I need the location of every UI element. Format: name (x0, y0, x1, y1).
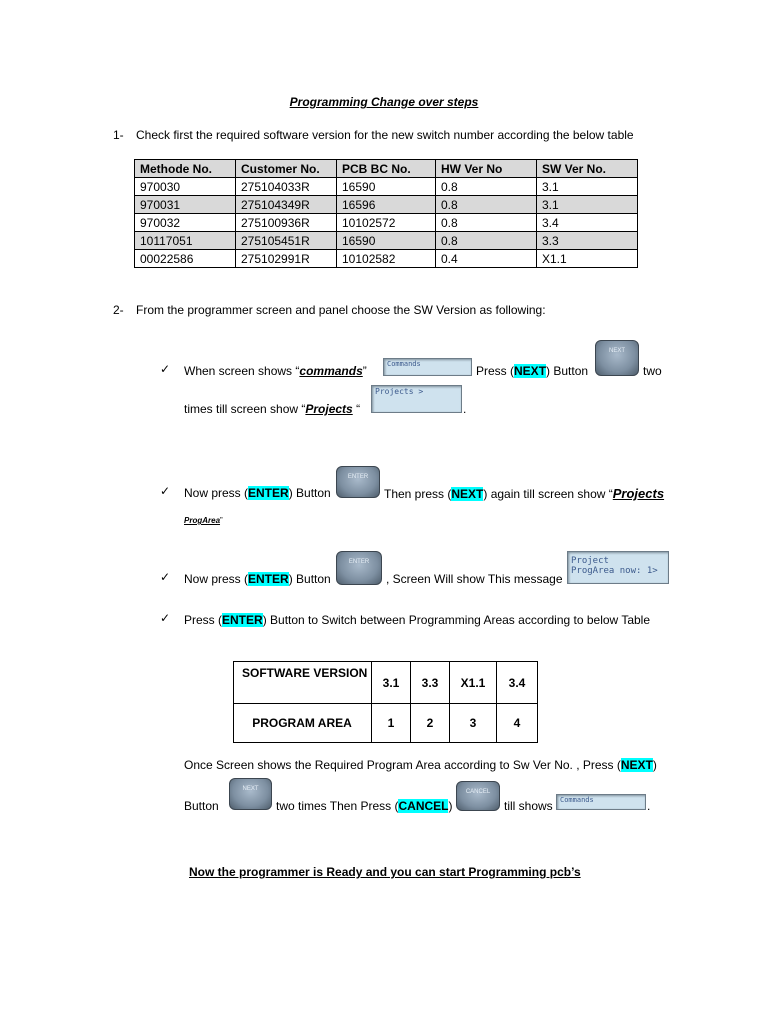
bullet-2-then-next (384, 486, 664, 501)
table-cell: 10117051 (135, 232, 236, 250)
table-cell: 275102991R (236, 250, 337, 268)
table-cell: X1.1 (450, 662, 497, 704)
table-cell: 0.8 (436, 196, 537, 214)
text: Button (184, 799, 219, 813)
row-label: SOFTWARE VERSION (234, 662, 372, 704)
text: ) again till screen show “ (483, 487, 613, 501)
table-cell: 16590 (337, 232, 436, 250)
step-1-number: 1- (113, 128, 124, 142)
table-row (135, 214, 638, 232)
next-key-label: NEXT (451, 487, 484, 501)
program-area-table (233, 661, 538, 743)
table-cell: 0.4 (436, 250, 537, 268)
table-cell: 10102582 (337, 250, 436, 268)
text: ) Button (288, 486, 331, 500)
text: Press ( (184, 613, 223, 627)
lcd-projects-image (371, 385, 462, 413)
table-cell: 00022586 (135, 250, 236, 268)
col-header: HW Ver No (436, 160, 537, 178)
table-cell: 2 (411, 704, 450, 743)
table-row (135, 232, 638, 250)
bullet-4-line (184, 613, 650, 627)
table-cell: 0.8 (436, 232, 537, 250)
table-cell: 16590 (337, 178, 436, 196)
next-key-label: NEXT (514, 364, 547, 378)
projects-label: Projects (612, 486, 665, 501)
table-row (135, 196, 638, 214)
text: ) (448, 799, 453, 813)
table-cell: 3.1 (372, 662, 411, 704)
text: Then press ( (384, 487, 452, 501)
enter-key-label: ENTER (248, 572, 289, 586)
next-button-image (229, 778, 272, 810)
table-cell: 3.3 (411, 662, 450, 704)
table-row (234, 704, 538, 743)
once-line-1 (184, 758, 657, 772)
text: Now press ( (184, 486, 249, 500)
once-line-2 (276, 799, 452, 813)
enter-button-image (336, 466, 380, 498)
text: till shows (504, 799, 553, 813)
check-mark-icon: ✓ (160, 484, 171, 498)
lcd-commands-image (556, 794, 646, 810)
text: Press ( (476, 364, 515, 378)
commands-label: commands (299, 364, 363, 378)
text: , Screen Will show This message (386, 572, 563, 586)
bullet-2-line-2 (184, 516, 223, 525)
btn-text: NEXT (608, 348, 625, 354)
text: “ (352, 402, 361, 416)
step-2-number: 2- (113, 303, 124, 317)
progarea-label: ProgArea (184, 516, 221, 525)
table-cell: 0.8 (436, 178, 537, 196)
next-key-label: NEXT (620, 758, 653, 772)
table-cell: 0.8 (436, 214, 537, 232)
final-note: Now the programmer is Ready and you can start Programming pcb’s (189, 865, 581, 879)
text: . (463, 402, 467, 416)
text: ” (362, 364, 367, 378)
lcd-text: Commands (560, 796, 594, 804)
col-header: Customer No. (236, 160, 337, 178)
lcd-commands-image (383, 358, 472, 376)
table-cell: 1 (372, 704, 411, 743)
col-header: SW Ver No. (537, 160, 638, 178)
table-cell: 275104033R (236, 178, 337, 196)
bullet-1-press-next (476, 364, 588, 378)
btn-text: ENTER (348, 559, 370, 565)
lcd-line-1: Project (571, 556, 609, 566)
table-cell: 3 (450, 704, 497, 743)
enter-button-image (336, 551, 382, 585)
table-cell: 275100936R (236, 214, 337, 232)
table-cell: 3.3 (537, 232, 638, 250)
text: two (643, 364, 662, 378)
col-header: Methode No. (135, 160, 236, 178)
enter-key-label: ENTER (222, 613, 263, 627)
bullet-3-line (184, 572, 331, 586)
text: ” (220, 516, 223, 525)
text: Now press ( (184, 572, 249, 586)
table-cell: 10102572 (337, 214, 436, 232)
table-cell: 3.1 (537, 196, 638, 214)
text: ) Button (288, 572, 331, 586)
step-1-text: Check first the required software version for the new switch number according the below table (136, 128, 634, 142)
table-row (234, 662, 538, 704)
check-mark-icon: ✓ (160, 362, 171, 376)
lcd-progarea-image (567, 551, 669, 584)
table-cell: 4 (497, 704, 538, 743)
table-header-row (135, 160, 638, 178)
table-cell: 970031 (135, 196, 236, 214)
cancel-button-image (456, 781, 500, 811)
lcd-text: Projects > (375, 387, 424, 396)
text: . (647, 799, 651, 813)
cancel-key-label: CANCEL (398, 799, 449, 813)
btn-text: NEXT (242, 786, 259, 792)
btn-text: ENTER (347, 474, 369, 480)
table-cell: 275105451R (236, 232, 337, 250)
table-row (135, 178, 638, 196)
text: Once Screen shows the Required Program Area according to Sw Ver No. , Press ( (184, 758, 621, 772)
projects-label: Projects (305, 402, 353, 416)
text: ) Button to Switch between Programming Areas according to below Table (262, 613, 651, 627)
text: ) Button (546, 364, 589, 378)
table-cell: 970030 (135, 178, 236, 196)
step-2-text: From the programmer screen and panel choose the SW Version as following: (136, 303, 546, 317)
page-title: Programming Change over steps (289, 95, 479, 109)
table-cell: 3.4 (497, 662, 538, 704)
table-row (135, 250, 638, 268)
bullet-1-line-2 (184, 402, 360, 416)
text: times till screen show “ (184, 402, 306, 416)
text: ) (652, 758, 657, 772)
software-version-table (134, 159, 638, 268)
check-mark-icon: ✓ (160, 611, 171, 625)
bullet-2-line-1 (184, 486, 331, 500)
btn-text: CANCEL (465, 789, 491, 795)
text: When screen shows “ (184, 364, 300, 378)
check-mark-icon: ✓ (160, 570, 171, 584)
col-header: PCB BC No. (337, 160, 436, 178)
lcd-line-2: ProgArea now: 1> (571, 566, 658, 576)
table-cell: 3.1 (537, 178, 638, 196)
text: two times Then Press ( (276, 799, 399, 813)
bullet-1-line-1 (184, 364, 367, 378)
enter-key-label: ENTER (248, 486, 289, 500)
table-cell: 275104349R (236, 196, 337, 214)
table-cell: 3.4 (537, 214, 638, 232)
lcd-text: Commands (387, 360, 421, 368)
table-cell: 970032 (135, 214, 236, 232)
row-label: PROGRAM AREA (234, 704, 372, 743)
next-button-image (595, 340, 639, 376)
table-cell: 16596 (337, 196, 436, 214)
table-cell: X1.1 (537, 250, 638, 268)
